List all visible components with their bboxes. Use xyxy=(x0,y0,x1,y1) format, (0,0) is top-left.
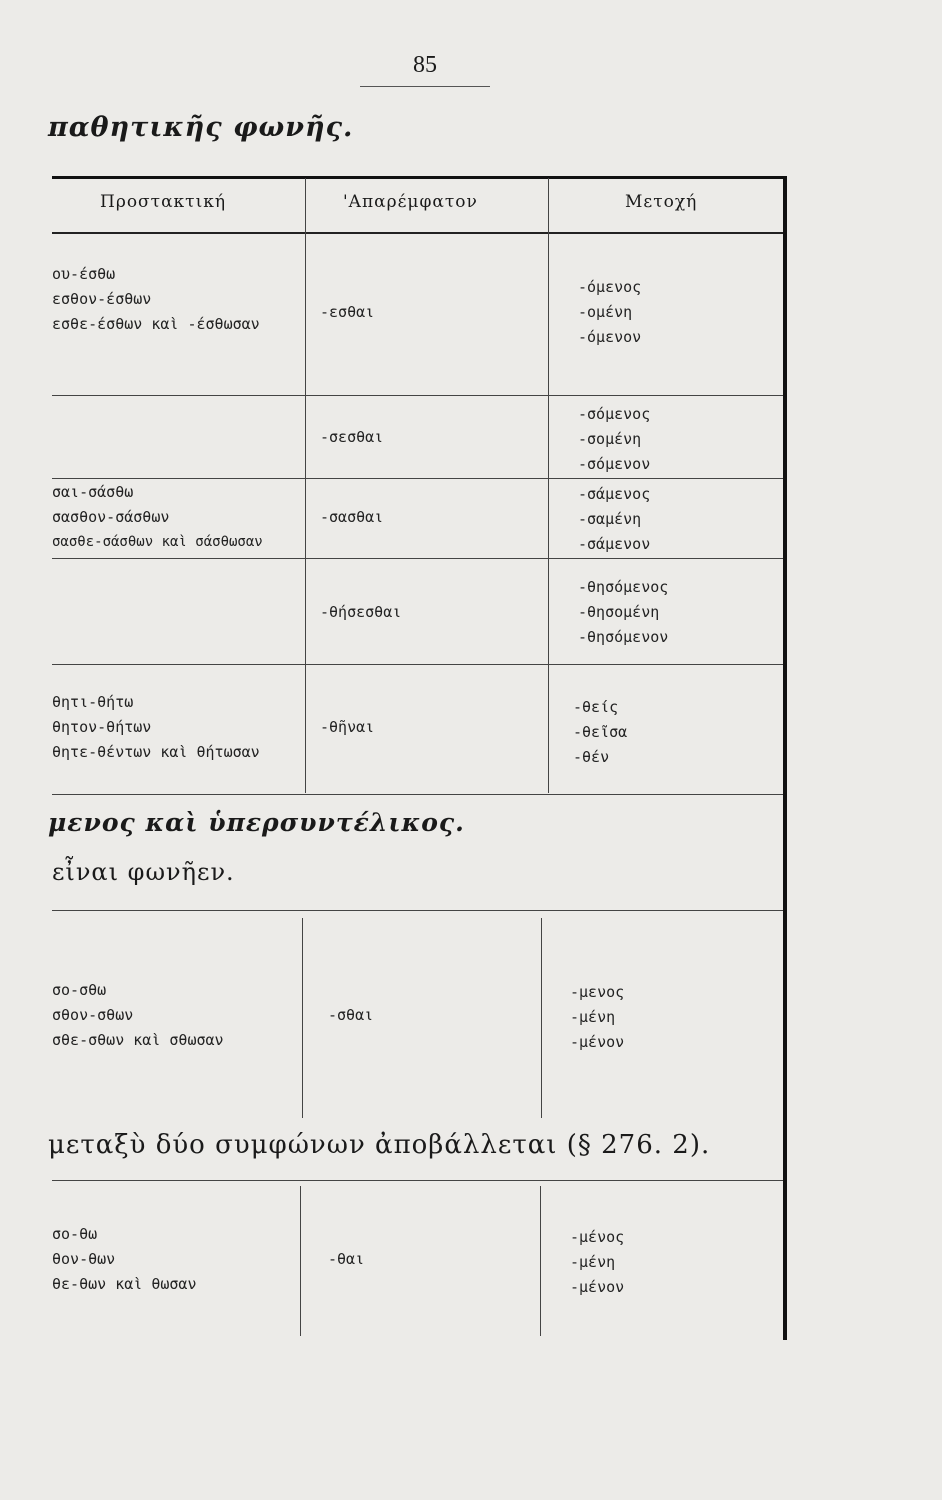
section3-infinitive: -σασθαι xyxy=(320,508,384,526)
column-header-infinitive: 'Απαρέμφατον xyxy=(343,192,478,212)
remark-text: μεταξὺ δύο συμφώνων ἀποβάλλεται (§ 276. 2). xyxy=(48,1130,711,1160)
column-divider-2 xyxy=(548,178,549,793)
page-number-rule xyxy=(360,86,490,87)
section5-participle-1: -θείς xyxy=(573,698,619,716)
section1-infinitive: -εσθαι xyxy=(320,303,375,321)
section4-infinitive: -θήσεσθαι xyxy=(320,603,402,621)
section6-participle-3: -μένον xyxy=(570,1033,625,1051)
section6-participle-1: -μενος xyxy=(570,983,625,1001)
section5-participle-3: -θέν xyxy=(573,748,610,766)
section6-infinitive: -σθαι xyxy=(328,1006,374,1024)
section7-participle-3: -μένον xyxy=(570,1278,625,1296)
section3-participle-2: -σαμένη xyxy=(578,510,642,528)
section1-rule xyxy=(52,395,783,396)
section7-imperative-2: θον-θων xyxy=(52,1250,116,1268)
section3-imperative-1: σαι-σάσθω xyxy=(52,483,134,501)
section7-imperative-3: θε-θων καὶ θωσαν xyxy=(52,1275,197,1293)
section2-infinitive: -σεσθαι xyxy=(320,428,384,446)
column-header-participle: Μετοχή xyxy=(625,192,698,212)
table-top-rule xyxy=(52,176,787,179)
section1-imperative-1: ου-έσθω xyxy=(52,265,116,283)
section5-rule xyxy=(52,794,783,795)
column-header-imperative: Προστακτική xyxy=(100,192,227,212)
section6-participle-2: -μένη xyxy=(570,1008,616,1026)
section4-participle-2: -θησομένη xyxy=(578,603,660,621)
subheading: μενος καὶ ὑπερσυντέλικος. xyxy=(48,808,465,837)
section5-imperative-1: θητι-θήτω xyxy=(52,693,134,711)
section4-participle-3: -θησόμενον xyxy=(578,628,669,646)
section5-infinitive: -θῆναι xyxy=(320,718,375,736)
subheading-line2: εἶναι φωνῆεν. xyxy=(52,858,235,886)
section1-imperative-2: εσθον-έσθων xyxy=(52,290,152,308)
section7-divider-1 xyxy=(300,1186,301,1336)
section5-imperative-2: θητον-θήτων xyxy=(52,718,152,736)
section2-participle-3: -σόμενον xyxy=(578,455,651,473)
section6-divider-1 xyxy=(302,918,303,1118)
section2-participle-1: -σόμενος xyxy=(578,405,651,423)
table-right-border xyxy=(783,176,787,1340)
page-heading: παθητικῆς φωνῆς. xyxy=(48,112,354,143)
section3-participle-1: -σάμενος xyxy=(578,485,651,503)
section3-imperative-2: σασθον-σάσθων xyxy=(52,508,170,526)
section6-imperative-1: σο-σθω xyxy=(52,981,107,999)
section6-imperative-3: σθε-σθων καὶ σθωσαν xyxy=(52,1031,224,1049)
section2-participle-2: -σομένη xyxy=(578,430,642,448)
section6-divider-2 xyxy=(541,918,542,1118)
section7-infinitive: -θαι xyxy=(328,1250,365,1268)
section3-rule xyxy=(52,558,783,559)
section1-participle-1: -όμενος xyxy=(578,278,642,296)
section4-rule xyxy=(52,664,783,665)
section3-imperative-3: σασθε-σάσθων καὶ σάσθωσαν xyxy=(52,534,263,550)
header-rule xyxy=(52,232,783,234)
section7-participle-2: -μένη xyxy=(570,1253,616,1271)
section5-imperative-3: θητε-θέντων καὶ θήτωσαν xyxy=(52,743,260,761)
section1-imperative-3: εσθε-έσθων καὶ -έσθωσαν xyxy=(52,315,260,333)
page-number: 85 xyxy=(413,52,437,78)
section6-top-rule xyxy=(52,910,783,911)
section7-participle-1: -μένος xyxy=(570,1228,625,1246)
section7-top-rule xyxy=(52,1180,783,1181)
section4-participle-1: -θησόμενος xyxy=(578,578,669,596)
section5-participle-2: -θεῖσα xyxy=(573,723,628,741)
section2-rule xyxy=(52,478,783,479)
section1-participle-3: -όμενον xyxy=(578,328,642,346)
column-divider-1 xyxy=(305,178,306,793)
section7-divider-2 xyxy=(540,1186,541,1336)
section6-imperative-2: σθον-σθων xyxy=(52,1006,134,1024)
section3-participle-3: -σάμενον xyxy=(578,535,651,553)
section1-participle-2: -ομένη xyxy=(578,303,633,321)
section7-imperative-1: σο-θω xyxy=(52,1225,98,1243)
